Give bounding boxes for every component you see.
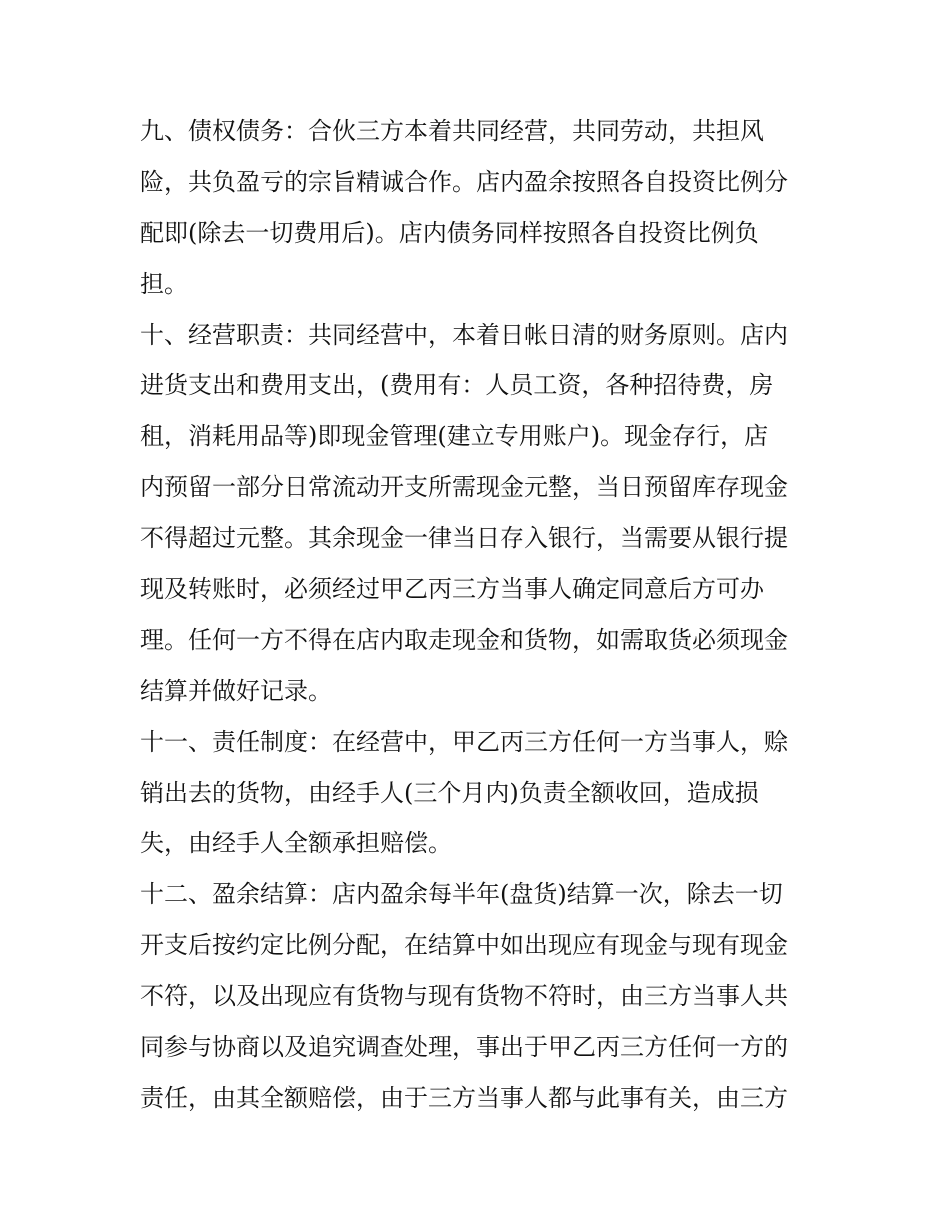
text-line: 十、经营职责：共同经营中，本着日帐日清的财务原则。店内	[140, 320, 788, 349]
text-line: 责任，由其全额赔偿，由于三方当事人都与此事有关，由三方	[140, 1083, 788, 1112]
text-line: 失，由经手人全额承担赔偿。	[140, 829, 452, 858]
text-line: 十二、盈余结算：店内盈余每半年(盘货)结算一次，除去一切	[140, 880, 783, 909]
text-line: 内预留一部分日常流动开支所需现金元整，当日预留库存现金	[140, 473, 788, 502]
text-line: 不得超过元整。其余现金一律当日存入银行，当需要从银行提	[140, 524, 788, 553]
text-line: 十一、责任制度：在经营中，甲乙丙三方任何一方当事人，赊	[140, 727, 788, 756]
text-line: 九、债权债务：合伙三方本着共同经营，共同劳动，共担风	[140, 117, 764, 145]
text-line: 同参与协商以及追究调查处理，事出于甲乙丙三方任何一方的	[140, 1033, 788, 1062]
text-line: 理。任何一方不得在店内取走现金和货物，如需取货必须现金	[140, 625, 788, 654]
text-line: 担。	[140, 269, 188, 298]
text-line: 销出去的货物，由经手人(三个月内)负责全额收回，造成损	[140, 778, 759, 807]
text-line: 租，消耗用品等)即现金管理(建立专用账户)。现金存行，店	[140, 422, 769, 451]
text-line: 配即(除去一切费用后)。店内债务同样按照各自投资比例负	[140, 218, 759, 247]
contract-text	[140, 106, 820, 1124]
text-line: 不符，以及出现应有货物与现有货物不符时，由三方当事人共	[140, 982, 788, 1011]
text-line: 进货支出和费用支出，(费用有：人员工资，各种招待费，房	[140, 371, 774, 400]
text-line: 险，共负盈亏的宗旨精诚合作。店内盈余按照各自投资比例分	[140, 167, 788, 196]
text-line: 现及转账时，必须经过甲乙丙三方当事人确定同意后方可办	[140, 575, 764, 604]
text-line: 结算并做好记录。	[140, 676, 332, 705]
text-line: 开支后按约定比例分配，在结算中如出现应有现金与现有现金	[140, 931, 788, 960]
